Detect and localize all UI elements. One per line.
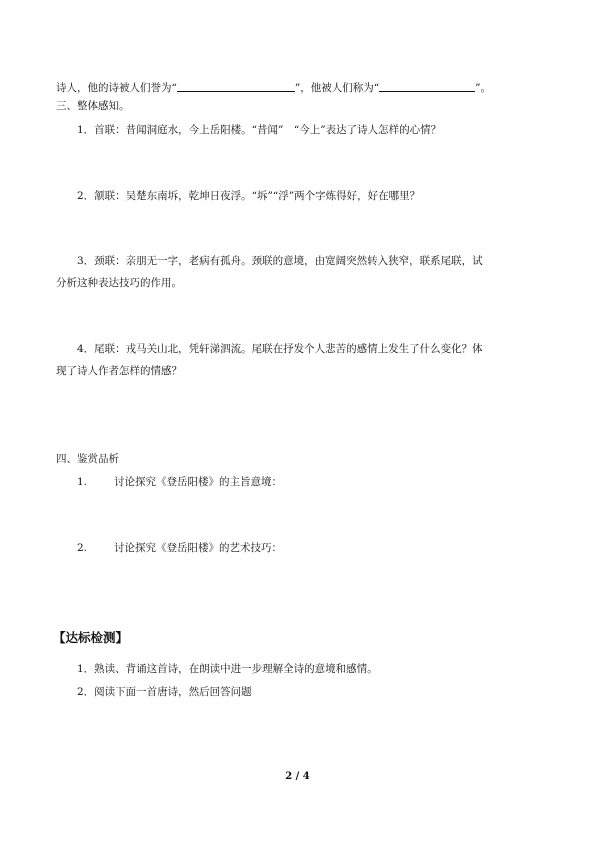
question-3-line-1: 3．颈联：亲朋无一字，老病有孤舟。颈联的意境，由宽阔突然转入狭窄，联系尾联，试	[77, 255, 483, 267]
fill-blank-2[interactable]	[379, 80, 475, 92]
question-4-line-1: 4．尾联：戎马关山北，凭轩涕泗流。尾联在抒发个人悲苦的感情上发生了什么变化？体	[77, 343, 483, 355]
check-item-1: 1．熟读、背诵这首诗，在朗读中进一步理解全诗的意境和感情。	[77, 663, 378, 675]
intro-text-after: ”。	[475, 82, 491, 94]
page-number: 2 / 4	[285, 771, 310, 782]
section4-item-1	[77, 475, 282, 489]
section4-title: 四、鉴赏品析	[56, 453, 119, 465]
section4-item-2	[77, 541, 282, 555]
section3-title: 三、整体感知。	[56, 100, 130, 112]
section4-item-1-number: 1.	[77, 476, 88, 488]
intro-text-before: 诗人，他的诗被人们誉为“	[56, 82, 177, 94]
section4-item-1-text: 讨论探究《登岳阳楼》的主旨意境：	[114, 476, 282, 488]
section4-item-2-text: 讨论探究《登岳阳楼》的艺术技巧：	[114, 542, 282, 554]
check-title: 【达标检测】	[53, 630, 129, 645]
intro-line	[56, 80, 491, 95]
question-1: 1．首联：昔闻洞庭水，今上岳阳楼。“昔闻” “今上”表达了诗人怎样的心情？	[77, 124, 442, 136]
question-4-line-2: 现了诗人作者怎样的情感？	[56, 365, 182, 377]
section4-item-2-number: 2.	[77, 542, 88, 554]
question-3-line-2: 分析这种表达技巧的作用。	[56, 277, 182, 289]
intro-text-middle: ”，他被人们称为“	[294, 82, 380, 94]
question-2: 2．颔联：吴楚东南坼，乾坤日夜浮。“坼”“浮”两个字炼得好，好在哪里？	[77, 190, 421, 202]
check-item-2: 2．阅读下面一首唐诗，然后回答问题	[77, 686, 252, 698]
fill-blank-1[interactable]	[177, 80, 295, 92]
